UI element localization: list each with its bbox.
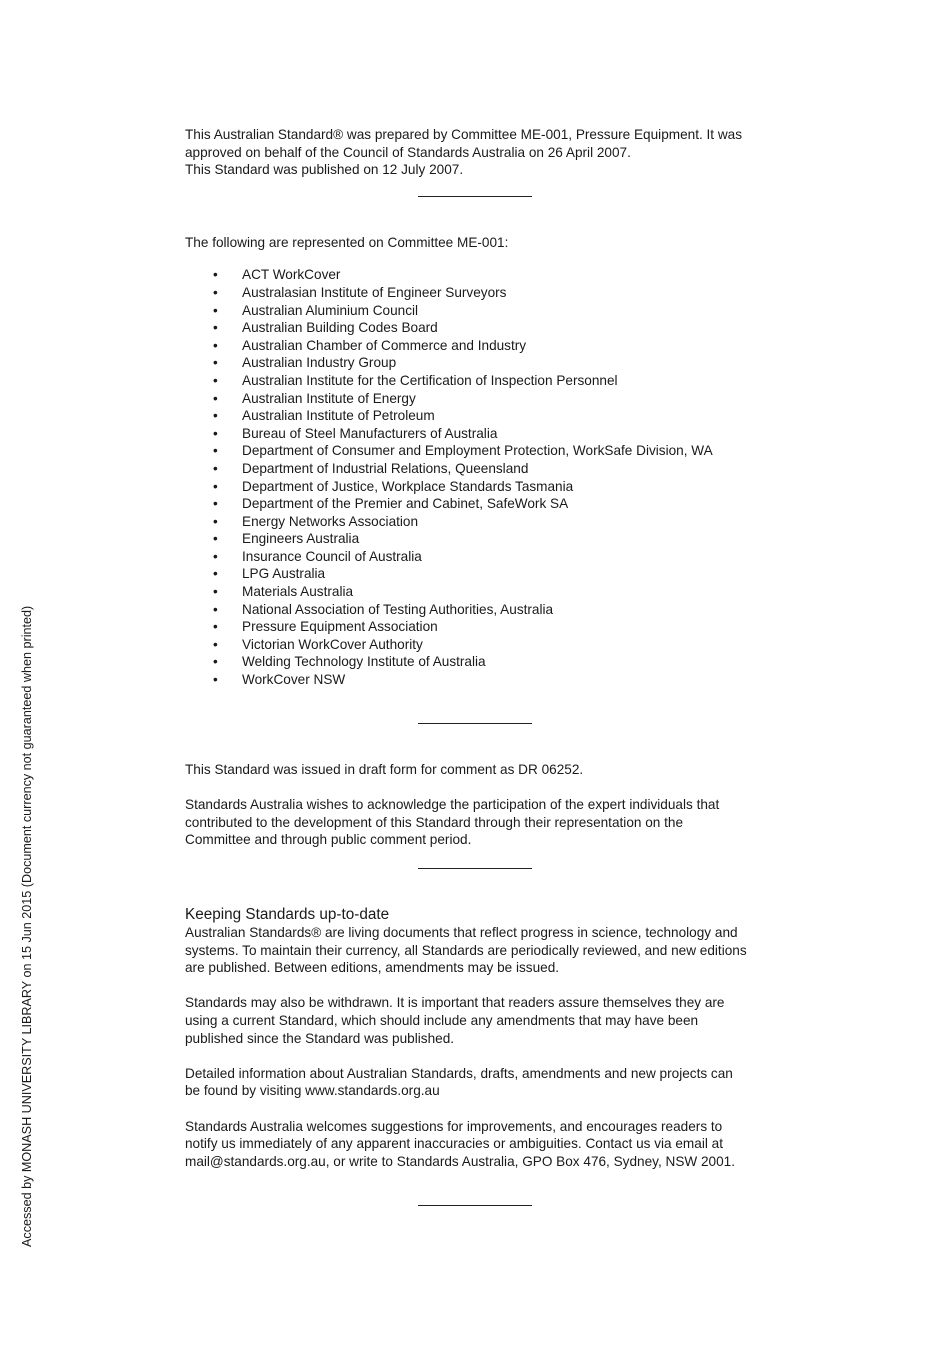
bullet-icon: • bbox=[213, 531, 218, 547]
list-item: • Australian Industry Group bbox=[213, 355, 397, 371]
withdrawn-paragraph bbox=[185, 994, 775, 1047]
section-divider bbox=[418, 196, 532, 197]
acknowledgement-line: contributed to the development of this Standard through their representation on the bbox=[185, 814, 684, 830]
bullet-icon: • bbox=[213, 496, 218, 512]
draft-notice: This Standard was issued in draft form for comment as DR 06252. bbox=[185, 761, 584, 777]
paragraph-line: published since the Standard was published. bbox=[185, 1030, 455, 1046]
list-item: • Bureau of Steel Manufacturers of Australia bbox=[213, 425, 498, 441]
list-item: • Energy Networks Association bbox=[213, 513, 419, 529]
committee-member-list bbox=[185, 266, 775, 688]
acknowledgement-line: Committee and through public comment period. bbox=[185, 832, 472, 848]
list-item: • Department of the Premier and Cabinet, SafeWork SA bbox=[213, 496, 569, 512]
bullet-icon: • bbox=[213, 619, 218, 635]
paragraph-line: Australian Standards® are living documents that reflect progress in science, technology and bbox=[185, 925, 738, 940]
bullet-icon: • bbox=[213, 284, 218, 300]
list-item: • Australian Institute of Energy bbox=[213, 390, 416, 406]
intro-line: approved on behalf of the Council of Standards Australia on 26 April 2007. bbox=[185, 144, 631, 160]
list-item: • Welding Technology Institute of Australia bbox=[213, 654, 486, 670]
bullet-icon: • bbox=[213, 636, 218, 652]
paragraph-line: are published. Between editions, amendments may be issued. bbox=[185, 960, 560, 976]
paragraph-line: Detailed information about Australian Standards, drafts, amendments and new projects can bbox=[185, 1065, 733, 1081]
list-item: • Australian Aluminium Council bbox=[213, 302, 419, 318]
access-watermark: Accessed by MONASH UNIVERSITY LIBRARY on 15 Jun 2015 (Document currency not guaranteed when printed) bbox=[20, 605, 34, 1247]
paragraph-line: Standards Australia welcomes suggestions for improvements, and encourages readers to bbox=[185, 1118, 723, 1134]
contact-paragraph bbox=[185, 1118, 775, 1171]
list-item: • National Association of Testing Authorities, Australia bbox=[213, 601, 554, 617]
document-body bbox=[185, 126, 775, 1206]
list-item: • LPG Australia bbox=[213, 566, 326, 582]
list-item: • Australian Institute of Petroleum bbox=[213, 408, 435, 424]
acknowledgement-line: Standards Australia wishes to acknowledge the participation of the expert individuals that bbox=[185, 797, 720, 813]
living-documents-paragraph bbox=[185, 924, 775, 977]
bullet-icon: • bbox=[213, 548, 218, 564]
list-item: • Pressure Equipment Association bbox=[213, 619, 438, 635]
paragraph-line: notify us immediately of any apparent inaccuracies or ambiguities. Contact us via email at bbox=[185, 1136, 723, 1152]
bullet-icon: • bbox=[213, 566, 218, 582]
bullet-icon: • bbox=[213, 267, 218, 283]
list-item: • Department of Consumer and Employment Protection, WorkSafe Division, WA bbox=[213, 443, 713, 459]
committee-intro: The following are represented on Committee ME-001: bbox=[185, 234, 509, 250]
paragraph-line: using a current Standard, which should include any amendments that may have been bbox=[185, 1012, 699, 1028]
section-divider bbox=[418, 723, 532, 724]
list-item: • Insurance Council of Australia bbox=[213, 548, 422, 564]
bullet-icon: • bbox=[213, 513, 218, 529]
intro-paragraph bbox=[185, 126, 775, 179]
bullet-icon: • bbox=[213, 425, 218, 441]
section-divider bbox=[418, 868, 532, 869]
paragraph-line: systems. To maintain their currency, all Standards are periodically reviewed, and new editions bbox=[185, 942, 747, 958]
list-item: • Department of Industrial Relations, Queensland bbox=[213, 460, 529, 476]
list-item: • Victorian WorkCover Authority bbox=[213, 636, 423, 652]
bullet-icon: • bbox=[213, 443, 218, 459]
list-item: • Engineers Australia bbox=[213, 531, 360, 547]
bullet-icon: • bbox=[213, 478, 218, 494]
bullet-icon: • bbox=[213, 390, 218, 406]
bullet-icon: • bbox=[213, 337, 218, 353]
paragraph-line: be found by visiting www.standards.org.au bbox=[185, 1083, 440, 1099]
bullet-icon: • bbox=[213, 584, 218, 600]
list-item: • Australasian Institute of Engineer Surveyors bbox=[213, 284, 507, 300]
list-item: • Department of Justice, Workplace Standards Tasmania bbox=[213, 478, 574, 494]
bullet-icon: • bbox=[213, 460, 218, 476]
acknowledgement-paragraph bbox=[185, 796, 775, 849]
list-item: • ACT WorkCover bbox=[213, 267, 341, 283]
list-item: • Australian Chamber of Commerce and Industry bbox=[213, 337, 527, 353]
section-divider bbox=[418, 1205, 532, 1206]
bullet-icon: • bbox=[213, 355, 218, 371]
bullet-icon: • bbox=[213, 601, 218, 617]
list-item: • Australian Building Codes Board bbox=[213, 320, 438, 336]
bullet-icon: • bbox=[213, 320, 218, 336]
paragraph-line: mail@standards.org.au, or write to Standards Australia, GPO Box 476, Sydney, NSW 2001. bbox=[185, 1153, 736, 1169]
list-item: • Materials Australia bbox=[213, 584, 354, 600]
section-heading: Keeping Standards up-to-date bbox=[185, 906, 390, 923]
intro-line: This Standard was published on 12 July 2007. bbox=[185, 162, 464, 178]
list-item: • Australian Institute for the Certification of Inspection Personnel bbox=[213, 372, 618, 388]
bullet-icon: • bbox=[213, 408, 218, 424]
list-item: • WorkCover NSW bbox=[213, 672, 346, 688]
website-paragraph bbox=[185, 1065, 775, 1100]
intro-line: This Australian Standard® was prepared by Committee ME-001, Pressure Equipment. It was bbox=[185, 127, 743, 142]
bullet-icon: • bbox=[213, 654, 218, 670]
bullet-icon: • bbox=[213, 672, 218, 688]
paragraph-line: Standards may also be withdrawn. It is important that readers assure themselves they are bbox=[185, 995, 725, 1011]
bullet-icon: • bbox=[213, 302, 218, 318]
bullet-icon: • bbox=[213, 372, 218, 388]
